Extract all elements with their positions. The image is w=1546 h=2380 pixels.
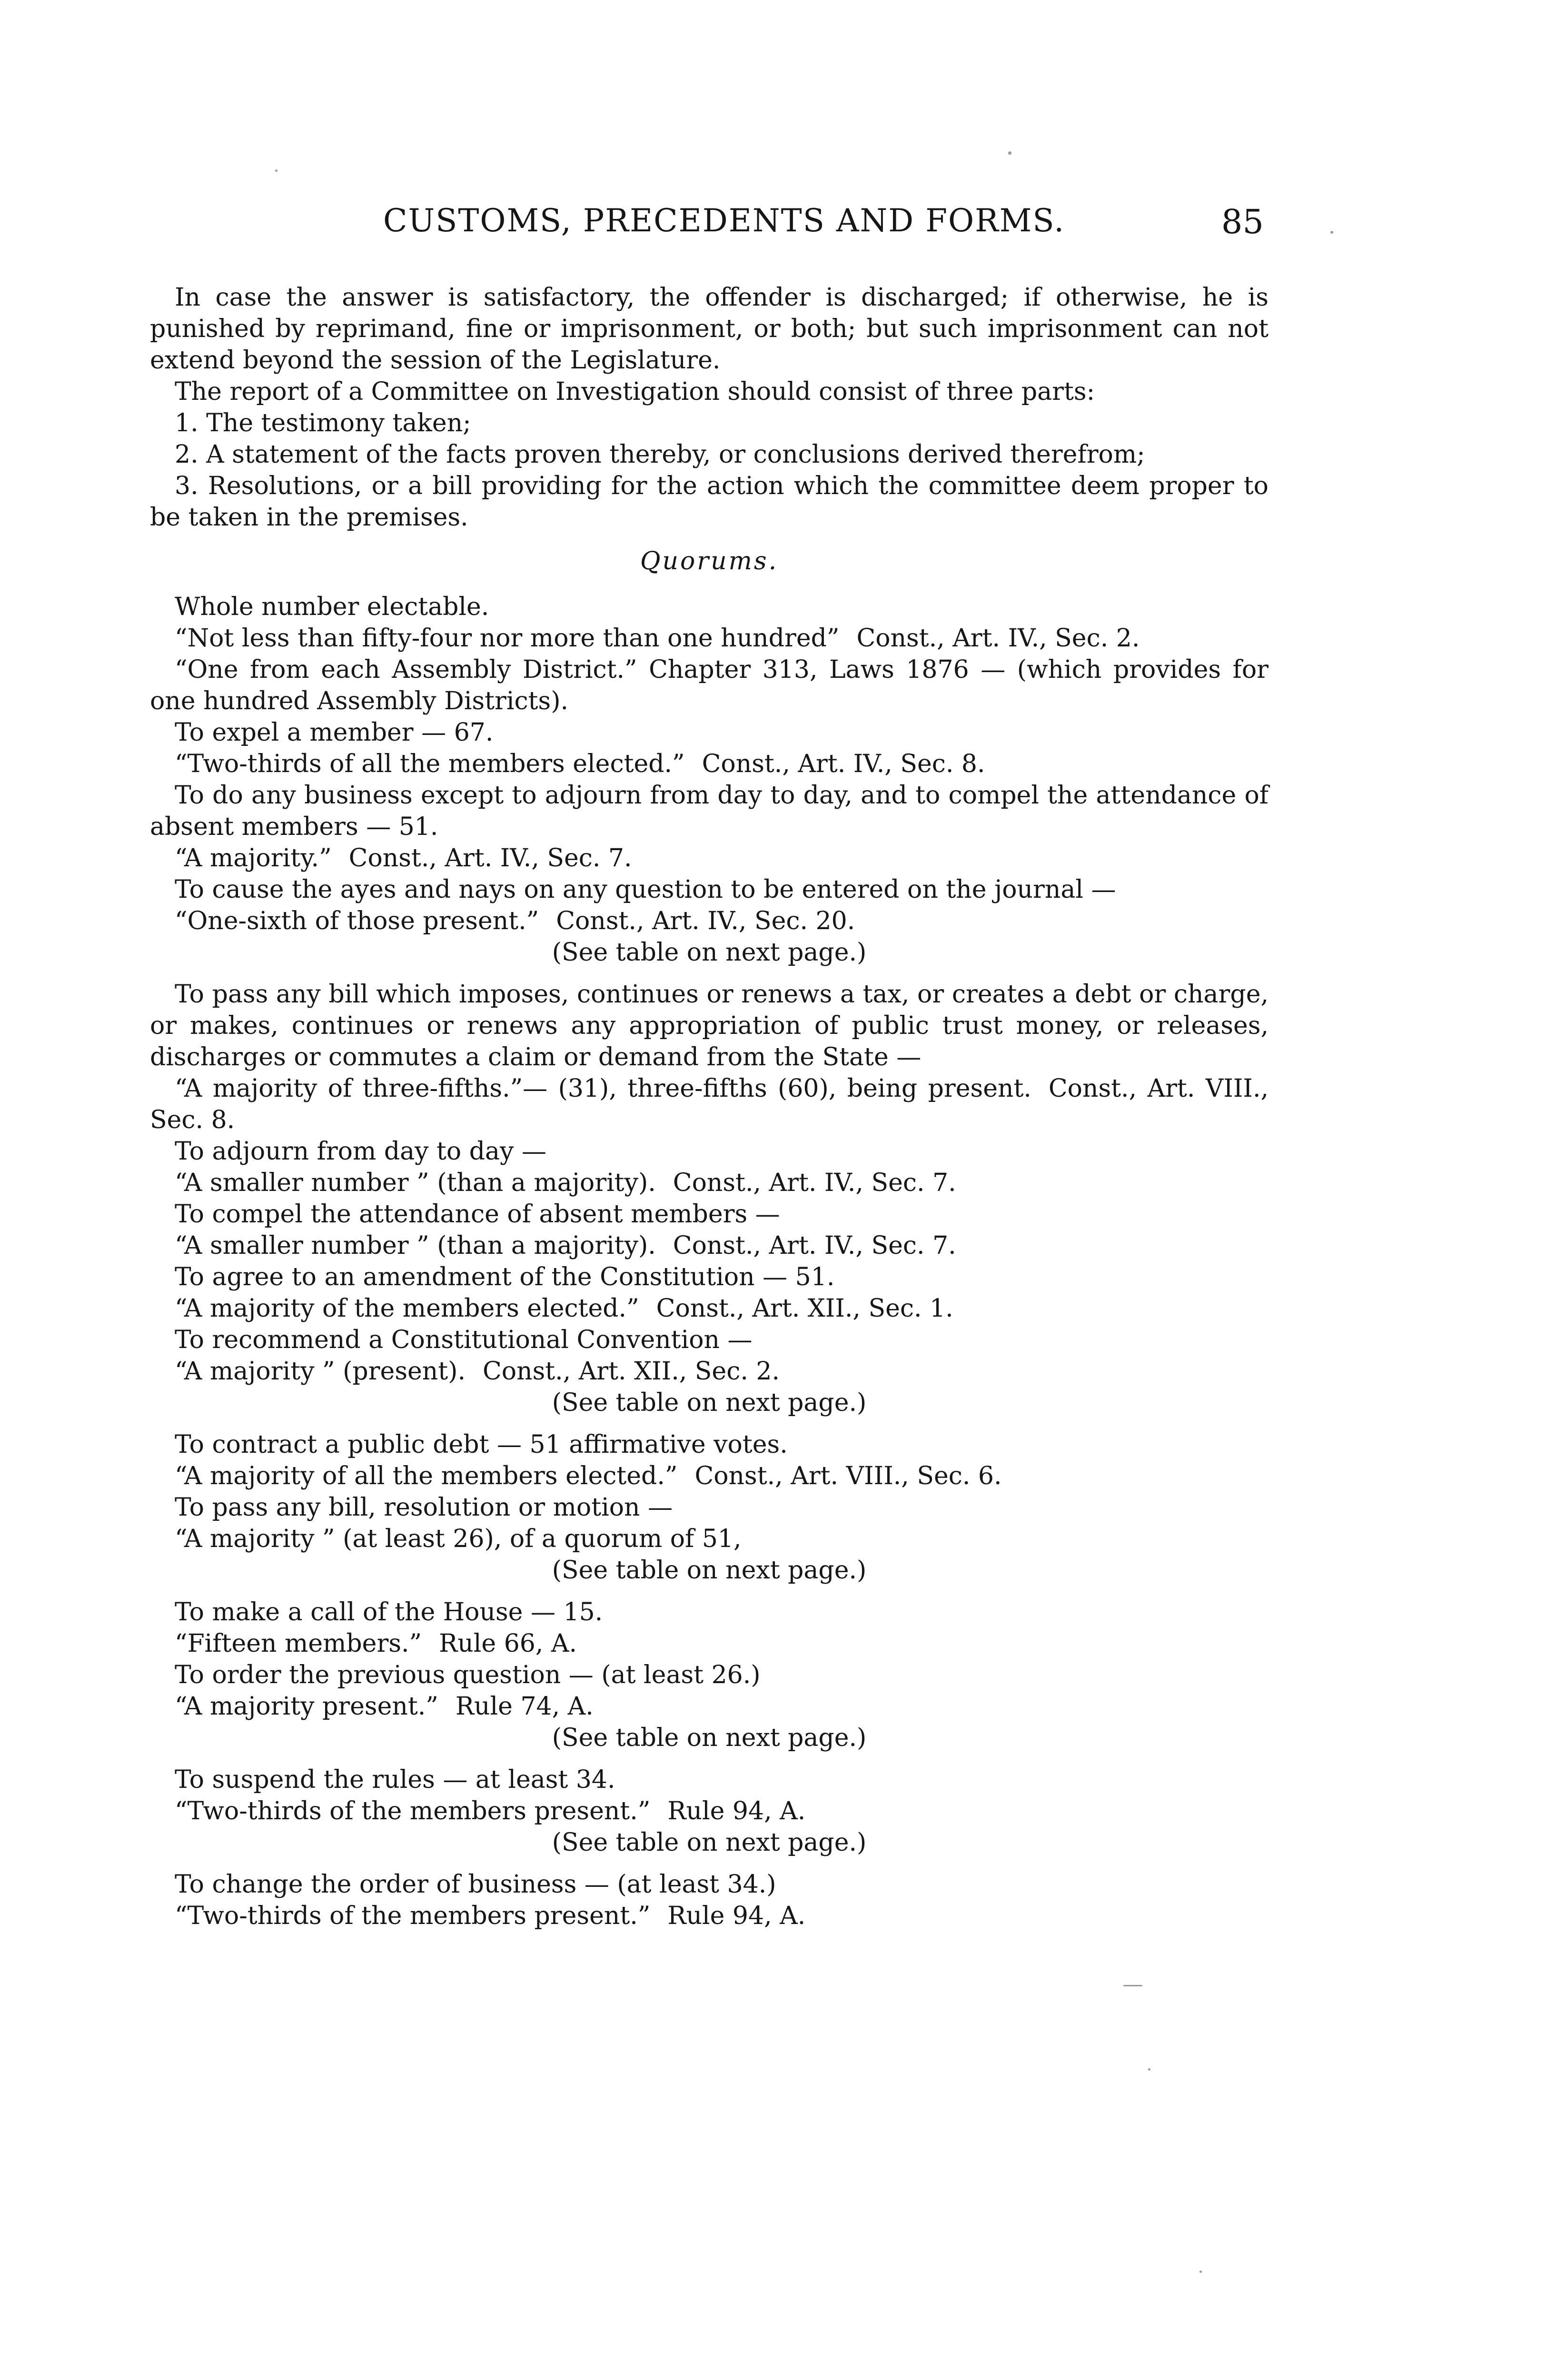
paper-speck xyxy=(1199,2271,1202,2273)
quorum-label: To pass any bill, resolution or motion — xyxy=(175,1493,673,1522)
quote-text: “A majority present.” xyxy=(175,1692,438,1721)
paper-speck xyxy=(1123,1985,1142,1986)
quorum-quote xyxy=(150,1795,1269,1827)
quorum-quote xyxy=(150,1523,1269,1555)
quote-text: “Two-thirds of the members present.” xyxy=(175,1902,651,1930)
paragraph-discharge: In case the answer is satisfactory, the offender is discharged; if otherwise, he is punished by reprimand, fine or imprisonment, or both; but such imprisonment can not extend beyond the session of the Legislature. xyxy=(150,283,1269,375)
quote-text: “Two-thirds of the members present.” xyxy=(175,1797,651,1825)
section-heading: Quorums. xyxy=(640,547,779,575)
quorum-label: To contract a public debt — 51 affirmative votes. xyxy=(175,1430,788,1459)
paper-speck xyxy=(1008,151,1011,155)
quorum-quote xyxy=(150,1293,1269,1324)
see-table-note: (See table on next page.) xyxy=(552,1556,867,1585)
citation: Const., Art. IV., Sec. 8. xyxy=(702,750,985,778)
citation: Const., Art. IV., Sec. 20. xyxy=(556,907,855,935)
quorum-quote xyxy=(150,1628,1269,1659)
quorum-quote xyxy=(150,1460,1269,1492)
quorum-label: To make a call of the House — 15. xyxy=(175,1598,603,1626)
quote-text: “A majority ” (present). xyxy=(175,1357,466,1386)
see-table-note: (See table on next page.) xyxy=(552,1388,867,1417)
quorum-quote xyxy=(150,1691,1269,1722)
quote-text: “One-sixth of those present.” xyxy=(175,907,539,935)
paper-speck xyxy=(1148,2068,1150,2071)
quote-text: “A majority of three-fifths.”— (31), three-fifths (60), being present. xyxy=(175,1074,1031,1103)
quorum-quote xyxy=(150,1356,1269,1387)
quorum-label: To adjourn from day to day — xyxy=(175,1137,546,1166)
quorum-label: To agree to an amendment of the Constitution — 51. xyxy=(175,1263,835,1291)
citation: Const., Art. VIII., Sec. 6. xyxy=(694,1462,1002,1490)
citation: Rule 74, A. xyxy=(455,1692,594,1721)
paper-speck xyxy=(275,169,277,172)
quorum-label: To cause the ayes and nays on any question to be entered on the journal — xyxy=(175,875,1116,904)
quorum-quote xyxy=(150,843,1269,874)
quote-text: “A smaller number ” (than a majority). xyxy=(175,1231,656,1260)
citation: Const., Art. XII., Sec. 1. xyxy=(656,1294,953,1323)
quorum-label: To order the previous question — (at least 26.) xyxy=(175,1661,761,1689)
quote-text: “A majority of the members elected.” xyxy=(175,1294,639,1323)
citation: Const., Art. IV., Sec. 7. xyxy=(673,1231,956,1260)
see-table-note: (See table on next page.) xyxy=(552,1828,867,1857)
citation: Const., Art. IV., Sec. 7. xyxy=(348,844,632,873)
quorum-quote xyxy=(150,905,1269,937)
list-item: 3. Resolutions, or a bill providing for the action which the committee deem proper to be taken in the premises. xyxy=(150,472,1269,532)
quote-text: “Fifteen members.” xyxy=(175,1629,422,1658)
citation: Const., Art. IV., Sec. 2. xyxy=(856,624,1140,653)
quorum-label: To change the order of business — (at least 34.) xyxy=(175,1870,776,1899)
quorum-label: To do any business except to adjourn from day to day, and to compel the attendance of absent members — 51. xyxy=(150,781,1269,841)
page-number: 85 xyxy=(1221,202,1264,241)
list-item: 1. The testimony taken; xyxy=(175,409,471,437)
citation: Const., Art. IV., Sec. 7. xyxy=(673,1169,956,1197)
quorum-label: To pass any bill which imposes, continues or renews a tax, or creates a debt or charge, or makes, continues or renews any appropriation of public trust money, or releases, discharges or commutes a claim or demand from the State — xyxy=(150,980,1269,1071)
quorum-label: To compel the attendance of absent members — xyxy=(175,1200,780,1229)
citation: Const., Art. XII., Sec. 2. xyxy=(482,1357,780,1386)
quote-text: “A smaller number ” (than a majority). xyxy=(175,1169,656,1197)
citation: Rule 94, A. xyxy=(667,1797,806,1825)
quorum-label: Whole number electable. xyxy=(175,593,489,621)
see-table-note: (See table on next page.) xyxy=(552,1724,867,1752)
quote-text: “A majority.” xyxy=(175,844,332,873)
citation: Const., Art. VIII., Sec. 8. xyxy=(150,1074,1269,1134)
quote-text: “A majority ” (at least 26), of a quorum of 51, xyxy=(175,1525,742,1553)
see-table-note: (See table on next page.) xyxy=(552,938,867,967)
quorum-quote xyxy=(150,1073,1269,1136)
list-item: 2. A statement of the facts proven thereby, or conclusions derived therefrom; xyxy=(175,440,1145,469)
quote-text: “Not less than fifty-four nor more than one hundred” xyxy=(175,624,840,653)
quote-text: “Two-thirds of all the members elected.” xyxy=(175,750,685,778)
paper-speck xyxy=(1330,231,1333,234)
quote-text: “One from each Assembly District.” xyxy=(175,655,637,684)
quorum-quote xyxy=(150,748,1269,780)
citation: Rule 66, A. xyxy=(439,1629,577,1658)
citation: Rule 94, A. xyxy=(667,1902,806,1930)
page-header xyxy=(150,202,1264,250)
running-title: CUSTOMS, PRECEDENTS AND FORMS. xyxy=(383,202,1065,239)
quorum-quote xyxy=(150,1900,1269,1932)
quorum-label: To expel a member — 67. xyxy=(175,718,494,747)
quorum-quote xyxy=(150,1167,1269,1199)
quorum-quote xyxy=(150,1230,1269,1261)
page-body xyxy=(150,282,1269,1932)
quorum-quote xyxy=(150,654,1269,717)
quorum-quote xyxy=(150,623,1269,654)
quorum-label: To suspend the rules — at least 34. xyxy=(175,1765,615,1794)
paragraph-committee-report: The report of a Committee on Investigation should consist of three parts: xyxy=(175,377,1095,406)
citation: Chapter 313, Laws 1876 — (which provides for one hundred Assembly Districts). xyxy=(150,655,1269,715)
quorum-label: To recommend a Constitutional Convention — xyxy=(175,1326,753,1354)
quote-text: “A majority of all the members elected.” xyxy=(175,1462,678,1490)
